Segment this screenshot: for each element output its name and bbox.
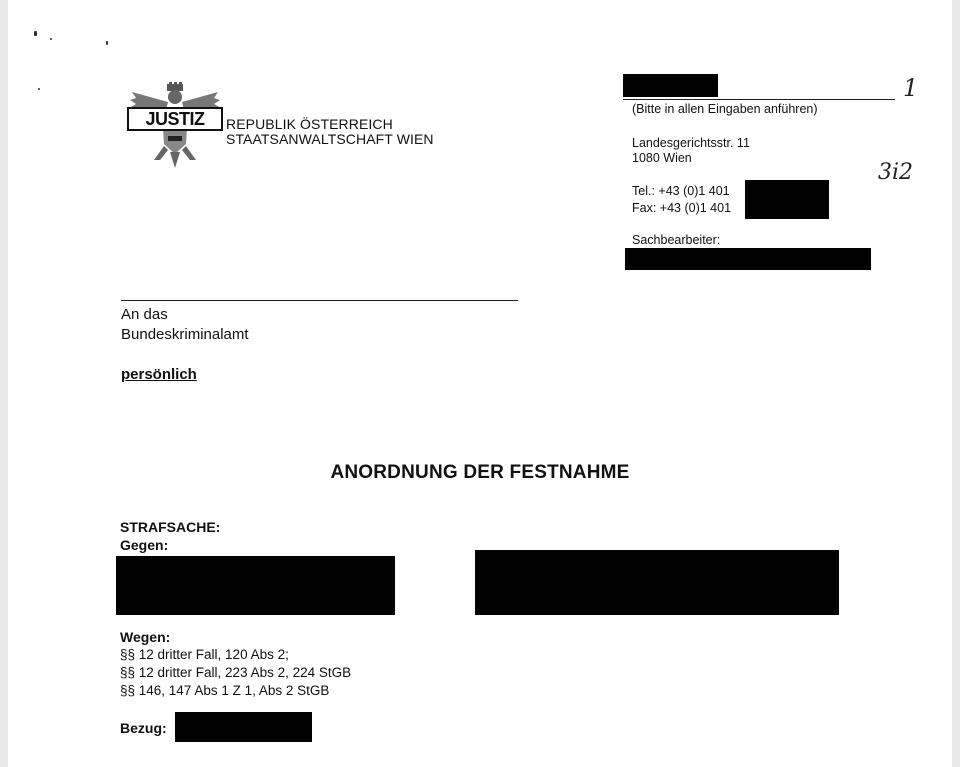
recipient-rule [121,300,518,301]
logo-text: JUSTIZ [145,109,205,129]
recipient-line-1: An das [121,306,168,323]
charge-line: §§ 146, 147 Abs 1 Z 1, Abs 2 StGB [120,683,330,698]
scan-speck [106,41,108,45]
address-line-1: Landesgerichtsstr. 11 [632,136,750,150]
personal-delivery-note: persönlich [121,366,197,383]
scan-speck [38,88,40,90]
charge-line: §§ 12 dritter Fall, 223 Abs 2, 224 StGB [120,665,352,680]
redacted-phone-extension [745,180,829,219]
handwritten-annotation: 3i2 [878,160,914,185]
redacted-defendant-details [475,550,839,615]
recipient-line-2: Bundeskriminalamt [121,326,249,343]
scan-speck [50,38,52,40]
reference-note: (Bitte in allen Eingaben anführen) [632,102,818,116]
org-line-1: REPUBLIK ÖSTERREICH [226,116,393,132]
fax-line: Fax: +43 (0)1 401 [632,201,732,215]
page-number-handwritten: 1 [903,74,919,102]
case-number-underline [623,99,895,100]
redacted-reference [175,712,312,742]
redacted-clerk-name [625,248,871,270]
telephone-line: Tel.: +43 (0)1 401 [632,184,730,198]
document-page [8,0,952,767]
clerk-label: Sachbearbeiter: [632,233,721,247]
document-title: ANORDNUNG DER FESTNAHME [330,462,630,483]
justiz-eagle-logo [124,82,226,170]
reason-label: Wegen: [120,629,171,645]
org-line-2: STAATSANWALTSCHAFT WIEN [226,131,434,147]
charge-line: §§ 12 dritter Fall, 120 Abs 2; [120,647,289,662]
address-line-2: 1080 Wien [632,151,692,165]
reference-label: Bezug: [120,720,167,736]
against-label: Gegen: [120,537,169,553]
case-label: STRAFSACHE: [120,519,221,535]
scan-speck [34,31,37,36]
redacted-case-number [623,74,718,97]
redacted-defendant-name [116,556,395,615]
